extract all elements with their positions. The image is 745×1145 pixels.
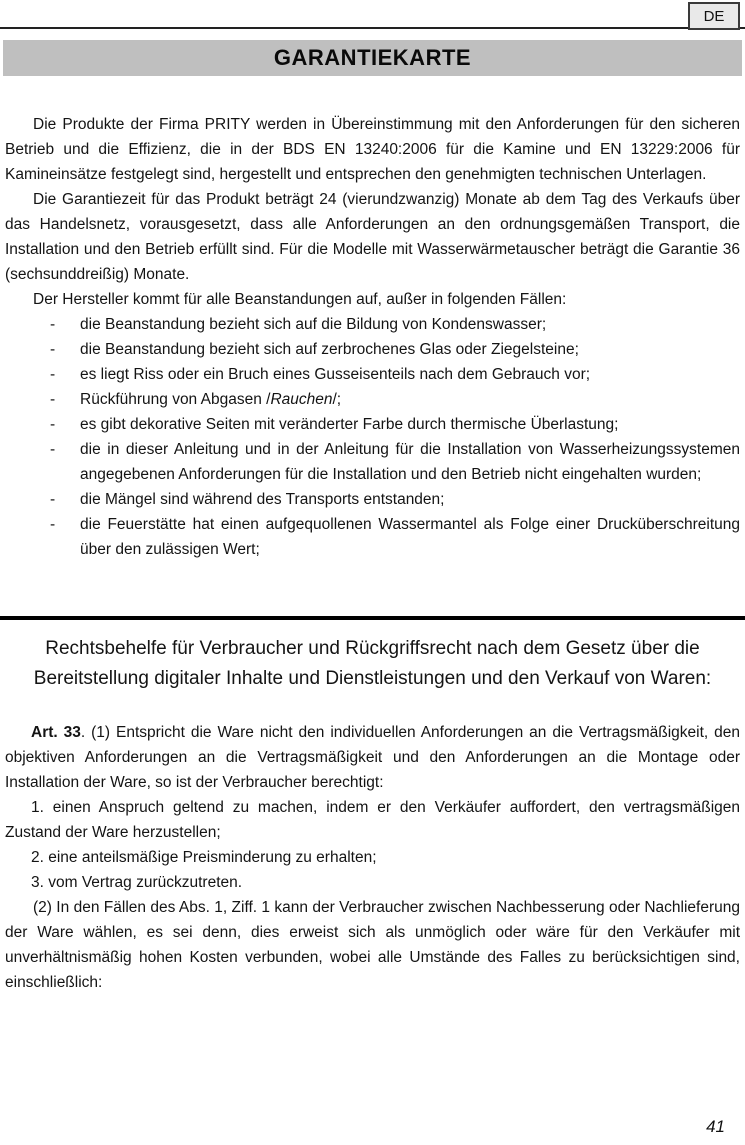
list-item: [50, 512, 740, 562]
legal-item-1: 1. einen Anspruch geltend zu machen, indem er den Verkäufer auffordert, den vertragsmäßigen Zustand der Ware herzustellen;: [5, 799, 740, 841]
list-item-text: die Beanstandung bezieht sich auf die Bildung von Kondenswasser;: [80, 316, 547, 333]
list-item-text: [80, 387, 740, 412]
legal-item-3: 3. vom Vertrag zurückzutreten.: [31, 874, 243, 891]
paragraph-exclusions-intro: Der Hersteller kommt für alle Beanstandungen auf, außer in folgenden Fällen:: [33, 291, 567, 308]
warranty-section: [5, 112, 740, 562]
header-rule: [0, 27, 745, 29]
paragraph-art33: [5, 720, 740, 795]
language-badge: DE: [688, 2, 740, 30]
legal-section-heading: Rechtsbehelfe für Verbraucher und Rückgriffsrecht nach dem Gesetz über die Bereitstellung digitaler Inhalte und Dienstleistungen und den Verkauf von Waren:: [33, 638, 712, 689]
bullet-dash: -: [50, 391, 56, 408]
list-item-text-italic: Rauchen: [270, 391, 333, 408]
list-item-text: die Beanstandung bezieht sich auf zerbrochenes Glas oder Ziegelsteine;: [80, 341, 579, 358]
list-item: [50, 437, 740, 487]
bullet-dash: -: [50, 316, 56, 333]
list-item-text-post: /;: [332, 391, 342, 408]
list-item-text: es gibt dekorative Seiten mit veränderter Farbe durch thermische Überlastung;: [80, 416, 619, 433]
list-item: [50, 487, 740, 512]
legal-item-2: 2. eine anteilsmäßige Preisminderung zu erhalten;: [31, 849, 377, 866]
page-title: GARANTIEKARTE: [3, 40, 742, 76]
paragraph-products: Die Produkte der Firma PRITY werden in Übereinstimmung mit den Anforderungen für den sicheren Betrieb und die Effizienz, die in der BDS EN 13240:2006 für die Kamine und EN 13229:2006 für Kamineinsätze festgelegt sind, hergestellt und entsprechen den genehmigten technischen Unterlagen.: [5, 116, 740, 183]
bullet-dash: -: [50, 341, 56, 358]
list-item-text: die Feuerstätte hat einen aufgequollenen Wassermantel als Folge einer Drucküberschreitung über den zulässigen Wert;: [80, 516, 740, 558]
page-number: 41: [706, 1117, 725, 1136]
bullet-dash: -: [50, 416, 56, 433]
list-item-text: die Mängel sind während des Transports entstanden;: [80, 491, 445, 508]
paragraph-abs2: (2) In den Fällen des Abs. 1, Ziff. 1 kann der Verbraucher zwischen Nachbesserung oder Nachlieferung der Ware wählen, es sei denn, dies erweist sich als unmöglich oder wäre für den Verkäufer mit unverhältnismäßig hohen Kosten verbunden, wobei alle Umstände des Falles zu berücksichtigen sind, einschließlich:: [5, 899, 740, 991]
list-item: [50, 312, 740, 337]
bullet-dash: -: [50, 491, 56, 508]
art33-text: . (1) Entspricht die Ware nicht den individuellen Anforderungen an die Vertragsmäßigkeit, den objektiven Anforderungen an die Vertragsmäßigkeit und den Anforderungen an die Montage oder Installation der Ware, so ist der Verbraucher berechtigt:: [5, 724, 740, 791]
list-item: [50, 412, 740, 437]
list-item: [50, 362, 740, 387]
legal-section: [5, 720, 740, 995]
list-item-text: die in dieser Anleitung und in der Anleitung für die Installation von Wasserheizungssystemen angegebenen Anforderungen für die Installation und den Betrieb nicht eingehalten wurden;: [80, 441, 740, 483]
bullet-dash: -: [50, 366, 56, 383]
art33-label: Art. 33: [31, 724, 81, 741]
list-item-text: es liegt Riss oder ein Bruch eines Gusseisenteils nach dem Gebrauch vor;: [80, 366, 591, 383]
paragraph-warranty-period: Die Garantiezeit für das Produkt beträgt 24 (vierundzwanzig) Monate ab dem Tag des Verkaufs über das Handelsnetz, vorausgesetzt, dass alle Anforderungen an den ordnungsgemäßen Transport, die Installation und den Betrieb erfüllt sind. Für die Modelle mit Wasserwärmetauscher beträgt die Garantie 36 (sechsunddreißig) Monate.: [5, 191, 740, 283]
list-item-text-pre: Rückführung von Abgasen /: [80, 391, 271, 408]
bullet-dash: -: [50, 516, 56, 533]
section-divider: [0, 616, 745, 620]
list-item: [50, 337, 740, 362]
page-header: [5, 0, 740, 40]
list-item: [50, 387, 740, 412]
bullet-dash: -: [50, 441, 56, 458]
